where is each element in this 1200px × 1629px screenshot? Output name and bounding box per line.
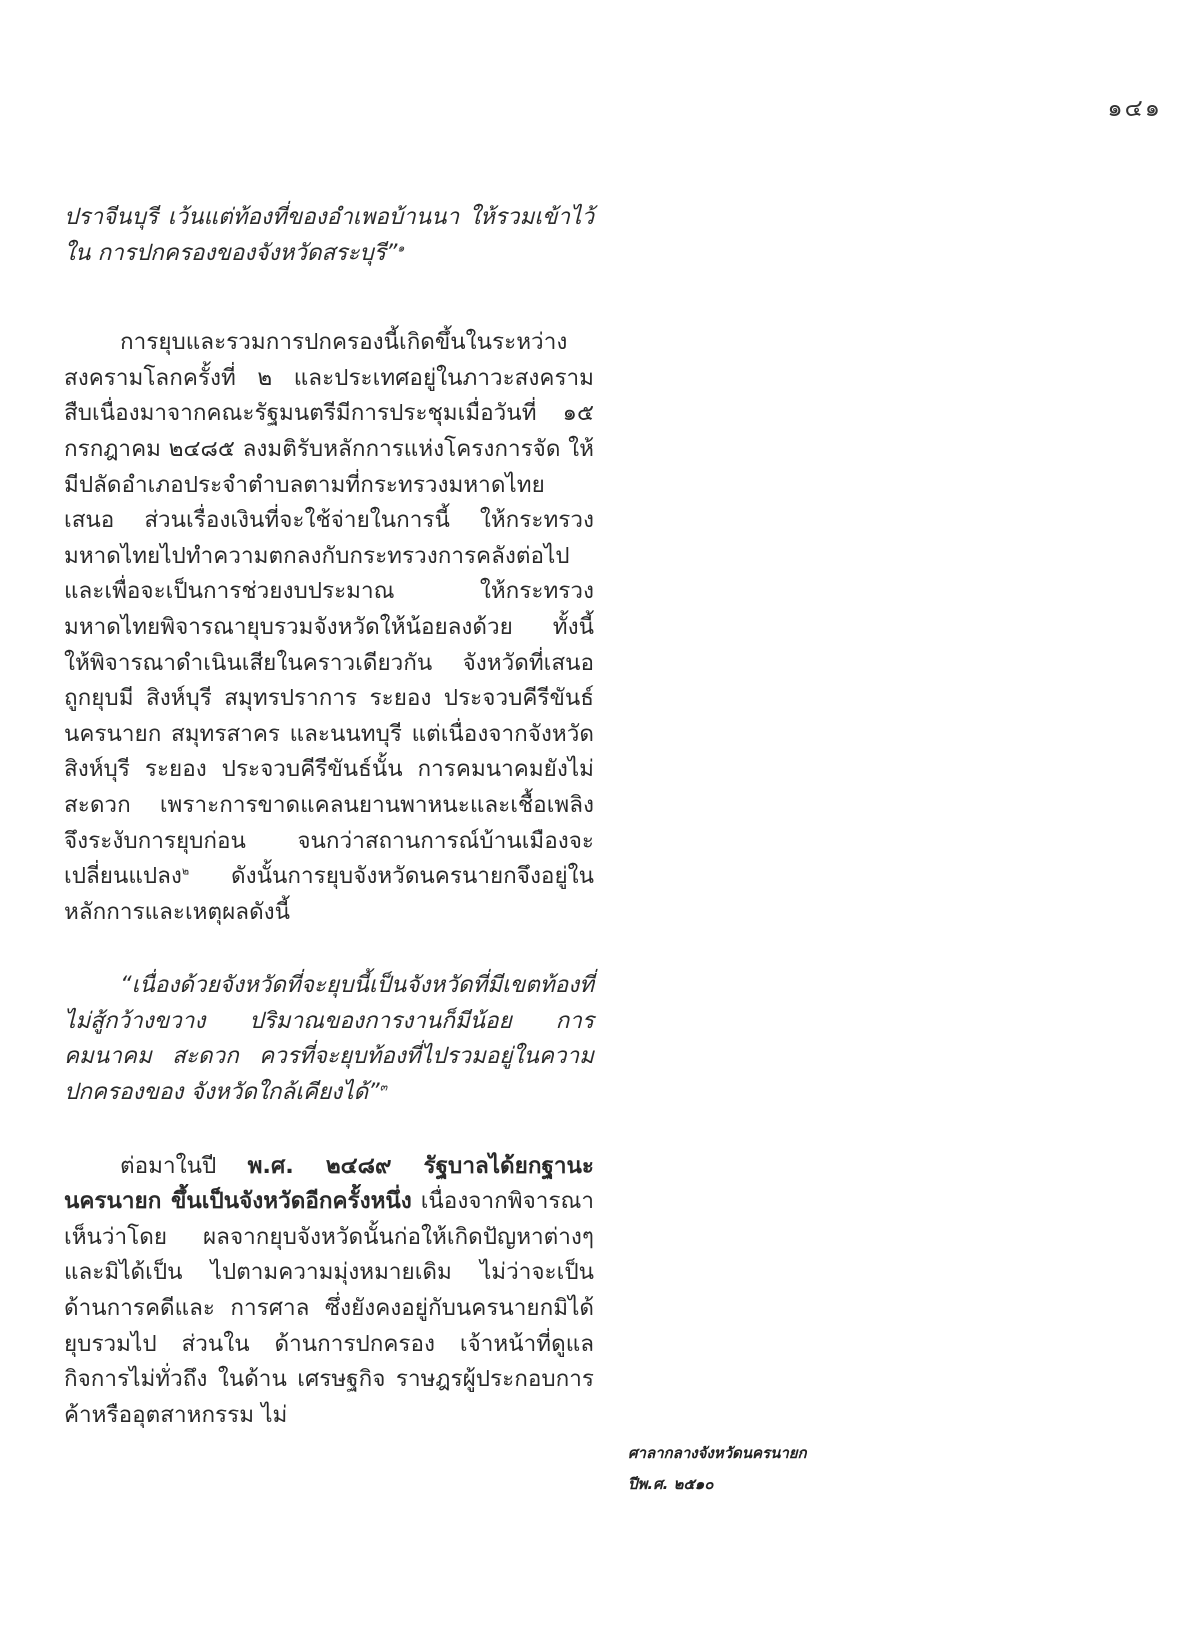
main-text-column <box>64 200 594 1433</box>
quote-justification <box>64 968 594 1110</box>
page-number: ๑๔๑ <box>1107 94 1162 122</box>
photo-caption <box>628 1438 807 1500</box>
paragraph-merger-history <box>64 325 594 930</box>
paragraph-reinstatement <box>64 1149 594 1434</box>
paragraph-reinstatement-highlight: พ.ศ. ๒๔๘๙ รัฐบาลได้ยกฐานะนครนายก ขึ้นเป็นจังหวัดอีกครั้งหนึ่ง <box>64 1152 594 1215</box>
paragraph-merger-history-text: การยุบและรวมการปกครองนี้เกิดขึ้นในระหว่าง สงครามโลกครั้งที่ ๒ และประเทศอยู่ในภาวะสงคราม สืบเนื่องมาจากคณะรัฐมนตรีมีการประชุมเมื่อวันที่ ๑๕ กรกฎาคม ๒๔๘๕ ลงมติรับหลักการแห่งโครงการจัด ให้มีปลัดอำเภอประจำตำบลตามที่กระทรวงมหาดไทย เสนอ ส่วนเรื่องเงินที่จะใช้จ่ายในการนี้ ให้กระทรวง มหาดไทยไปทำความตกลงกับกระทรวงการคลังต่อไป และเพื่อจะเป็นการช่วยงบประมาณ ให้กระทรวง มหาดไทยพิจารณายุบรวมจังหวัดให้น้อยลงด้วย ทั้งนี้ ให้พิจารณาดำเนินเสียในคราวเดียวกัน จังหวัดที่เสนอ ถูกยุบมี สิงห์บุรี สมุทรปราการ ระยอง ประจวบคีรีขันธ์ นครนายก สมุทรสาคร และนนทบุรี แต่เนื่องจากจังหวัด สิงห์บุรี ระยอง ประจวบคีรีขันธ์นั้น การคมนาคมยังไม่ สะดวก เพราะการขาดแคลนยานพาหนะและเชื้อเพลิง จึงระงับการยุบก่อน จนกว่าสถานการณ์บ้านเมืองจะ เปลี่ยนแปลง <box>64 329 594 890</box>
footnote-marker-2: ๒ <box>181 864 190 878</box>
paragraph-merger-history-tail: ดังนั้นการยุบจังหวัดนครนายกจึงอยู่ใน หลักการและเหตุผลดังนี้ <box>64 863 594 925</box>
paragraph-reinstatement-lead: ต่อมาในปี <box>120 1152 248 1179</box>
footnote-marker-3: ๓ <box>379 1080 388 1094</box>
footnote-marker-1: ๑ <box>397 241 405 255</box>
photo-caption-year: ปีพ.ศ. ๒๕๑๐ <box>628 1475 714 1493</box>
quote-continuation-text: ปราจีนบุรี เว้นแต่ท้องที่ของอำเพอบ้านนา ให้รวมเข้าไว้ใน การปกครองของจังหวัดสระบุรี” <box>64 204 594 266</box>
paragraph-reinstatement-rest: เนื่องจากพิจารณาเห็นว่าโดย ผลจากยุบจังหวัดนั้นก่อให้เกิดปัญหาต่างๆ และมิได้เป็น ไปตามความมุ่งหมายเดิม ไม่ว่าจะเป็นด้านการคดีและ การศาล ซึ่งยังคงอยู่กับนครนายกมิได้ยุบรวมไป ส่วนใน ด้านการปกครอง เจ้าหน้าที่ดูแลกิจการไม่ทั่วถึง ในด้าน เศรษฐกิจ ราษฎรผู้ประกอบการค้าหรืออุตสาหกรรม ไม่ <box>64 1188 594 1428</box>
quote-continuation <box>64 200 594 271</box>
quote-justification-text: “เนื่องด้วยจังหวัดที่จะยุบนี้เป็นจังหวัดที่มีเขตท้องที่ ไม่สู้กว้างขวาง ปริมาณของการงานก็มีน้อย การคมนาคม สะดวก ควรที่จะยุบท้องที่ไปรวมอยู่ในความปกครองของ จังหวัดใกล้เคียงได้” <box>64 972 594 1106</box>
photo-caption-title: ศาลากลางจังหวัดนครนายก <box>628 1444 807 1462</box>
